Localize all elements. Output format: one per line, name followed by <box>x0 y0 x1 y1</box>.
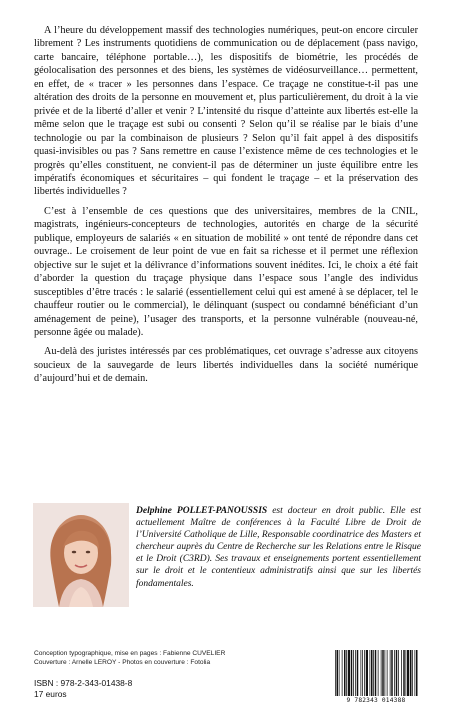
summary-text <box>34 24 418 386</box>
barcode-digits: 9 782343 014388 <box>346 697 406 704</box>
author-photo <box>33 503 129 607</box>
summary-paragraph-2: C’est à l’ensemble de ces questions que des universitaires, membres de la CNIL, magistrats, ingénieurs-concepteurs de technologies, autorités en charge de la sécurité publique, employeurs de salariés « en situation de mobilité » ont tenté de répondre dans cet ouvrage.. Le croisement de leur point de vue en fait sa richesse et il permet une réflexion objective sur le sujet et la délivrance d’informations souvent inédites. Ici, le choix a été fait d’aborder la question du traçage physique dans l’espace sous l’angle des individus susceptibles d’être tracés : le salarié (essentiellement celui qui est amené à se déplacer, tel le chauffeur routier ou le commercial), le délinquant (suspect ou condamné bénéficiant d’un aménagement de peine), l’usager des transports, et la personne vulnérable (nouveau-né, personne âgée ou malade). <box>34 205 418 338</box>
price: 17 euros <box>34 689 67 699</box>
credits-cover: Couverture : Arnelle LEROY - Photos en couverture : Fotolia <box>34 659 211 666</box>
author-bio-text: est docteur en droit public. Elle est actuellement Maître de conférences à la Faculté Libre de Droit de l’Université Catholique de Lille, Responsable coordinatrice des Masters et chercheur auprès du Centre de Recherche sur les Relations entre le Risque et le Droit (C3RD). Ses travaux et enseignements portent essentiellement sur le droit et le contentieux administratifs ainsi que sur les libertés fondamentales. <box>136 506 421 589</box>
isbn-block <box>34 678 132 700</box>
author-portrait-icon <box>33 503 129 607</box>
credits <box>34 649 294 667</box>
author-name: Delphine POLLET-PANOUSSIS <box>136 506 268 516</box>
credits-typography: Conception typographique, mise en pages : Fabienne CUVELIER <box>34 650 226 657</box>
author-bio <box>136 505 421 590</box>
barcode-icon <box>333 650 419 696</box>
isbn-code: ISBN : 978-2-343-01438-8 <box>34 678 133 688</box>
summary-paragraph-3: Au-delà des juristes intéressés par ces problématiques, cet ouvrage s’adresse aux citoyens soucieux de la sauvegarde de leurs libertés individuelles dans la société numérique d’aujourd’hui et de demain. <box>34 346 418 385</box>
summary-paragraph-1: A l’heure du développement massif des technologies numériques, peut-on encore circuler librement ? Les instruments quotidiens de communication ou de déplacement (pass navigo, carte bancaire, téléphone portable…), les dispositifs de biométrie, les procédés de géolocalisation des personnes et des biens, les systèmes de vidéosurveillance… permettent, en effet, de « tracer » les personnes dans l’espace. Ce traçage ne constitue-t-il pas une altération des droits de la personne en mouvement et, plus particulièrement, du droit à la vie privée et de la liberté d’aller et venir ? L’intensité du risque d’atteinte aux libertés est-elle la même selon que le traçage est subi ou consenti ? Selon qu’il se réalise par le biais d’une technologie ou par la combinaison de plusieurs ? Selon qu’il fait appel à des dispositifs quasi-invisibles ou pas ? Sans remettre en cause l’existence même de ces technologies et le progrès qu’elles constituent, ne convient-il pas de déterminer un juste équilibre entre les impératifs économiques et sécuritaires – qui fondent le traçage – et la préservation des libertés individuelles ? <box>34 25 418 198</box>
barcode <box>333 650 419 706</box>
